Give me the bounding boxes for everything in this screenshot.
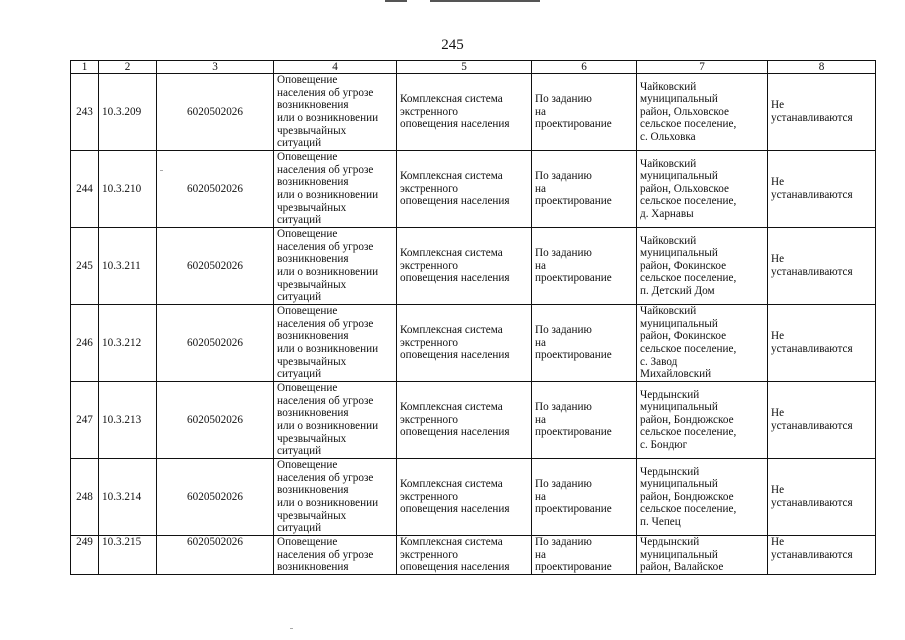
cell-text-line: оповещения населения (400, 195, 510, 208)
note-cell (768, 382, 876, 459)
cell-text-line: район, Валайское (640, 561, 724, 574)
column-number-header-row (71, 61, 876, 74)
cell-text-line: проектирование (535, 349, 612, 362)
cell-text-line: устанавливаются (771, 420, 853, 432)
cell-text-line: экстренного (400, 413, 458, 426)
classifier-code-cell: 6020502026 (157, 536, 274, 575)
cell-text-line: Комплексная система (400, 536, 503, 548)
cell-text-line: Чайковский (640, 305, 697, 318)
column-header: 7 (637, 61, 768, 74)
cell-text-line: ситуаций (277, 291, 322, 304)
cell-text-line: возникновения (277, 407, 349, 420)
column-header: 5 (397, 61, 532, 74)
cell-text-line: оповещения населения (400, 118, 510, 131)
location-cell (637, 228, 768, 305)
cell-text-line: Не (771, 176, 785, 189)
cell-text-line: населения об угрозе (277, 548, 374, 561)
cell-text-line: проектирование (535, 561, 612, 574)
cell-text-line: По заданию (535, 478, 592, 491)
cell-text-line: возникновения (277, 176, 349, 189)
cell-text-line: оповещения населения (400, 272, 510, 285)
cell-text-line: По заданию (535, 536, 592, 548)
cell-text-line: возникновения (277, 99, 349, 112)
item-code-cell: 10.3.212 (99, 305, 157, 382)
cell-text-line: По заданию (535, 324, 592, 337)
cell-text-line: муниципальный (640, 170, 718, 183)
cell-text-line: оповещения населения (400, 503, 510, 516)
cell-text-line: Не (771, 253, 785, 266)
table-row (71, 459, 876, 536)
cell-text-line: Комплексная система (400, 93, 503, 106)
object-type-cell (397, 74, 532, 151)
cell-text-line: на (535, 548, 546, 561)
cell-text-line: Оповещение (277, 228, 338, 241)
registry-table (70, 60, 876, 575)
cell-text-line: чрезвычайных (277, 432, 347, 445)
cell-text-line: экстренного (400, 259, 458, 272)
scan-top-mark-left (385, 0, 407, 2)
cell-text-line: на (535, 259, 546, 272)
cell-text-line: или о возникновении (277, 112, 379, 124)
cell-text-line: район, Бондюжское (640, 490, 734, 503)
cell-text-line: или о возникновении (277, 497, 379, 509)
location-cell (637, 305, 768, 382)
cell-text-line: с. Ольховка (640, 130, 696, 143)
status-cell (532, 459, 637, 536)
cell-text-line: район, Ольховское (640, 182, 729, 195)
cell-text-line: проектирование (535, 195, 612, 208)
row-number-cell: 247 (71, 382, 99, 459)
cell-text-line: проектирование (535, 272, 612, 285)
cell-text-line: Чайковский (640, 234, 697, 247)
table-row (71, 305, 876, 382)
cell-text-line: населения об угрозе (277, 163, 374, 176)
cell-text-line: сельское поселение, (640, 118, 737, 131)
cell-text-line: Комплексная система (400, 401, 503, 414)
cell-text-line: чрезвычайных (277, 278, 347, 291)
cell-text-line: По заданию (535, 401, 592, 414)
cell-text-line: Оповещение (277, 459, 338, 472)
cell-text-line: Чайковский (640, 157, 697, 170)
purpose-cell (274, 228, 397, 305)
cell-text-line: населения об угрозе (277, 317, 374, 330)
note-cell (768, 305, 876, 382)
row-number-cell: 243 (71, 74, 99, 151)
cell-text-line: Не (771, 407, 785, 420)
cell-text-line: экстренного (400, 336, 458, 349)
cell-text-line: д. Харнавы (640, 207, 694, 220)
row-number-cell: 248 (71, 459, 99, 536)
table-row (71, 228, 876, 305)
status-cell (532, 228, 637, 305)
classifier-code-cell: 6020502026 (157, 382, 274, 459)
scan-speck (290, 628, 293, 629)
cell-text-line: Комплексная система (400, 247, 503, 260)
cell-text-line: чрезвычайных (277, 355, 347, 368)
cell-text-line: возникновения (277, 561, 349, 574)
location-cell (637, 459, 768, 536)
cell-text-line: Не (771, 484, 785, 497)
cell-text-line: Не (771, 99, 785, 112)
cell-text-line: ситуаций (277, 522, 322, 535)
cell-text-line: проектирование (535, 503, 612, 516)
cell-text-line: населения об угрозе (277, 394, 374, 407)
cell-text-line: ситуаций (277, 214, 322, 227)
cell-text-line: ситуаций (277, 137, 322, 150)
purpose-cell (274, 536, 397, 575)
cell-text-line: муниципальный (640, 401, 718, 414)
scan-top-mark-right (430, 0, 540, 2)
cell-text-line: п. Чепец (640, 515, 681, 528)
item-code-cell: 10.3.210 (99, 151, 157, 228)
cell-text-line: муниципальный (640, 93, 718, 106)
cell-text-line: сельское поселение, (640, 426, 737, 439)
object-type-cell (397, 382, 532, 459)
cell-text-line: устанавливаются (771, 266, 853, 278)
column-header: 1 (71, 61, 99, 74)
cell-text-line: Чердынский (640, 536, 700, 548)
row-number-cell: 249 (71, 536, 99, 575)
cell-text-line: оповещения населения (400, 561, 510, 574)
purpose-cell (274, 151, 397, 228)
cell-text-line: Комплексная система (400, 478, 503, 491)
cell-text-line: устанавливаются (771, 548, 853, 561)
cell-text-line: Чайковский (640, 80, 697, 93)
cell-text-line: проектирование (535, 118, 612, 131)
classifier-code-cell: 6020502026 (157, 228, 274, 305)
status-cell (532, 382, 637, 459)
item-code-cell: 10.3.215 (99, 536, 157, 575)
cell-text-line: с. Завод (640, 355, 678, 368)
cell-text-line: или о возникновении (277, 343, 379, 355)
cell-text-line: Не (771, 330, 785, 343)
cell-text-line: или о возникновении (277, 266, 379, 278)
cell-text-line: с. Бондюг (640, 438, 688, 451)
cell-text-line: или о возникновении (277, 189, 379, 201)
cell-text-line: Чердынский (640, 465, 700, 478)
cell-text-line: район, Фокинское (640, 259, 727, 272)
cell-text-line: муниципальный (640, 247, 718, 260)
purpose-cell (274, 382, 397, 459)
row-number-cell: 246 (71, 305, 99, 382)
purpose-cell (274, 459, 397, 536)
classifier-code-cell: 6020502026 (157, 459, 274, 536)
classifier-code-cell: 6020502026 (157, 151, 274, 228)
cell-text-line: По заданию (535, 93, 592, 106)
cell-text-line: экстренного (400, 182, 458, 195)
location-cell (637, 536, 768, 575)
cell-text-line: район, Ольховское (640, 105, 729, 118)
item-code-cell: 10.3.213 (99, 382, 157, 459)
location-cell (637, 74, 768, 151)
cell-text-line: или о возникновении (277, 420, 379, 432)
cell-text-line: на (535, 490, 546, 503)
cell-text-line: ситуаций (277, 445, 322, 458)
classifier-code-cell: 6020502026 (157, 305, 274, 382)
scan-speck (160, 170, 163, 171)
cell-text-line: Михайловский (640, 368, 712, 381)
cell-text-line: По заданию (535, 170, 592, 183)
note-cell (768, 151, 876, 228)
status-cell (532, 74, 637, 151)
location-cell (637, 151, 768, 228)
page-number: 245 (441, 37, 464, 53)
object-type-cell (397, 305, 532, 382)
note-cell (768, 459, 876, 536)
item-code-cell: 10.3.211 (99, 228, 157, 305)
cell-text-line: чрезвычайных (277, 201, 347, 214)
table-row (71, 382, 876, 459)
cell-text-line: на (535, 105, 546, 118)
cell-text-line: населения об угрозе (277, 86, 374, 99)
cell-text-line: сельское поселение, (640, 272, 737, 285)
status-cell (532, 305, 637, 382)
column-header: 6 (532, 61, 637, 74)
cell-text-line: чрезвычайных (277, 124, 347, 137)
cell-text-line: на (535, 336, 546, 349)
cell-text-line: устанавливаются (771, 343, 853, 355)
cell-text-line: По заданию (535, 247, 592, 260)
cell-text-line: возникновения (277, 330, 349, 343)
cell-text-line: оповещения населения (400, 349, 510, 362)
cell-text-line: сельское поселение, (640, 503, 737, 516)
cell-text-line: район, Фокинское (640, 330, 727, 343)
purpose-cell (274, 74, 397, 151)
table-row (71, 74, 876, 151)
cell-text-line: муниципальный (640, 317, 718, 330)
note-cell (768, 74, 876, 151)
cell-text-line: экстренного (400, 490, 458, 503)
item-code-cell: 10.3.209 (99, 74, 157, 151)
object-type-cell (397, 459, 532, 536)
cell-text-line: Оповещение (277, 536, 338, 548)
cell-text-line: Оповещение (277, 151, 338, 164)
cell-text-line: Чердынский (640, 388, 700, 401)
column-header: 8 (768, 61, 876, 74)
object-type-cell (397, 151, 532, 228)
cell-text-line: возникновения (277, 253, 349, 266)
note-cell (768, 536, 876, 575)
cell-text-line: сельское поселение, (640, 195, 737, 208)
table-row (71, 536, 876, 575)
column-header: 3 (157, 61, 274, 74)
cell-text-line: населения об угрозе (277, 240, 374, 253)
row-number-cell: 245 (71, 228, 99, 305)
cell-text-line: п. Детский Дом (640, 284, 715, 297)
cell-text-line: Комплексная система (400, 170, 503, 183)
cell-text-line: Оповещение (277, 305, 338, 318)
cell-text-line: район, Бондюжское (640, 413, 734, 426)
status-cell (532, 536, 637, 575)
column-header: 4 (274, 61, 397, 74)
status-cell (532, 151, 637, 228)
cell-text-line: муниципальный (640, 548, 718, 561)
cell-text-line: устанавливаются (771, 112, 853, 124)
cell-text-line: чрезвычайных (277, 509, 347, 522)
cell-text-line: экстренного (400, 548, 458, 561)
object-type-cell (397, 228, 532, 305)
cell-text-line: муниципальный (640, 478, 718, 491)
item-code-cell: 10.3.214 (99, 459, 157, 536)
cell-text-line: ситуаций (277, 368, 322, 381)
note-cell (768, 228, 876, 305)
cell-text-line: оповещения населения (400, 426, 510, 439)
cell-text-line: проектирование (535, 426, 612, 439)
cell-text-line: устанавливаются (771, 497, 853, 509)
cell-text-line: сельское поселение, (640, 343, 737, 355)
cell-text-line: на (535, 182, 546, 195)
cell-text-line: экстренного (400, 105, 458, 118)
object-type-cell (397, 536, 532, 575)
column-header: 2 (99, 61, 157, 74)
cell-text-line: на (535, 413, 546, 426)
cell-text-line: Не (771, 536, 785, 548)
cell-text-line: возникновения (277, 484, 349, 497)
row-number-cell: 244 (71, 151, 99, 228)
cell-text-line: устанавливаются (771, 189, 853, 201)
cell-text-line: населения об угрозе (277, 471, 374, 484)
purpose-cell (274, 305, 397, 382)
cell-text-line: Комплексная система (400, 324, 503, 337)
table-row (71, 151, 876, 228)
cell-text-line: Оповещение (277, 382, 338, 395)
classifier-code-cell: 6020502026 (157, 74, 274, 151)
location-cell (637, 382, 768, 459)
cell-text-line: Оповещение (277, 74, 338, 87)
